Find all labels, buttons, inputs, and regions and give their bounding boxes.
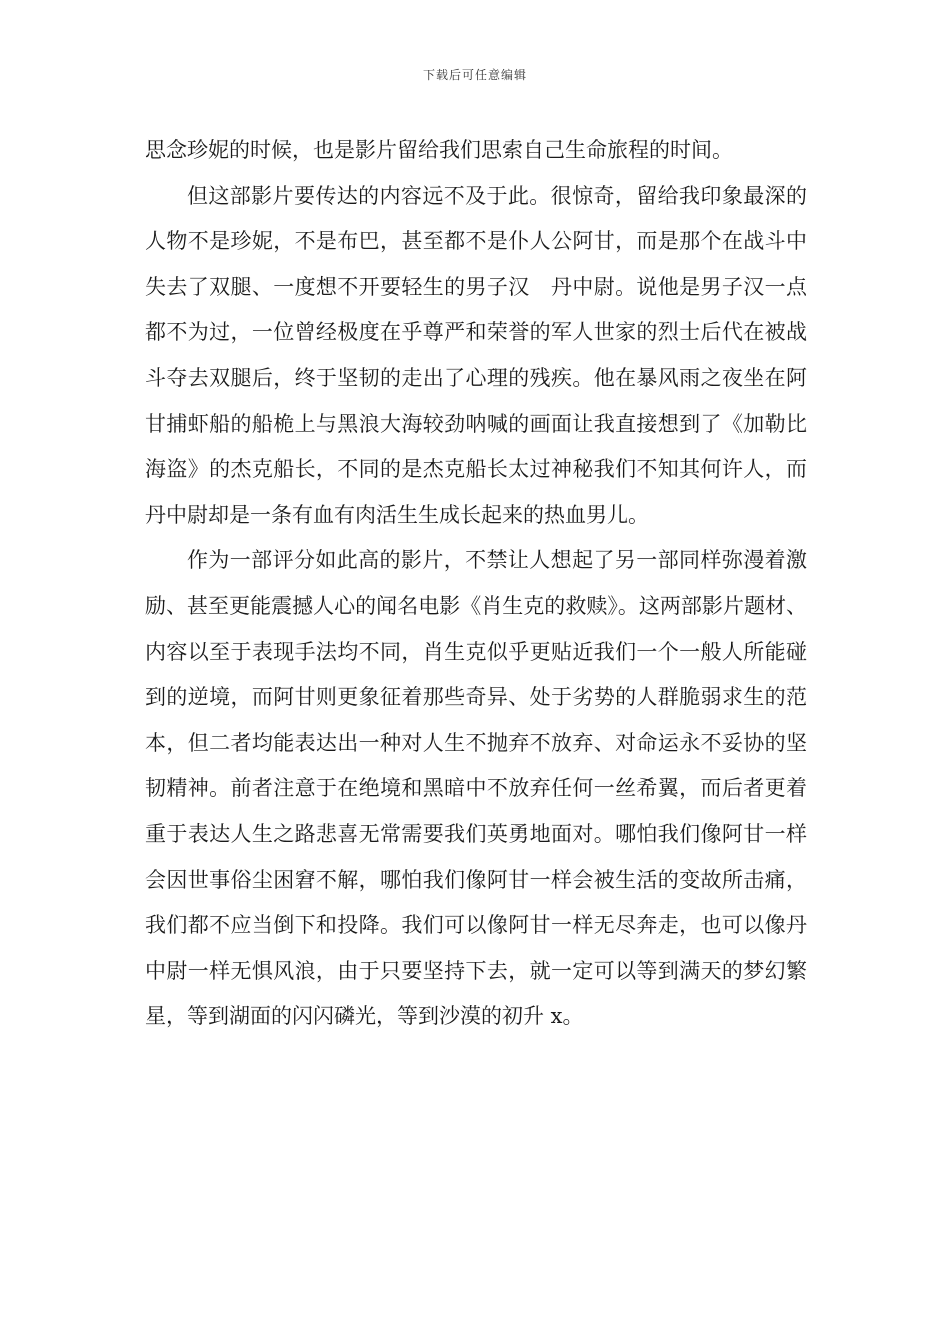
page-header: 下载后可任意编辑 bbox=[422, 68, 527, 82]
paragraph-3: 作为一部评分如此高的影片，不禁让人想起了另一部同样弥漫着激励、甚至更能震撼人心的闻名电影《肖生克的救赎》。这两部影片题材、内容以至于表现手法均不同，肖生克似乎更贴近我们一个一般人所能碰到的逆境，而阿甘则更象征着那些奇异、处于劣势的人群脆弱求生的范本，但二者均能表达出一种对人生不抛弃不放弃、对命运永不妥协的坚韧精神。前者注意于在绝境和黑暗中不放弃任何一丝希翼，而后者更着重于表达人生之路悲喜无常需要我们英勇地面对。哪怕我们像阿甘一样会因世事俗尘困窘不解，哪怕我们像阿甘一样会被生活的变故所击痛，我们都不应当倒下和投降。我们可以像阿甘一样无尽奔走，也可以像丹中尉一样无惧风浪，由于只要坚持下去，就一定可以等到满天的梦幻繁星，等到湖面的闪闪磷光，等到沙漠的初升 x。 bbox=[145, 548, 807, 1029]
paragraph-2: 但这部影片要传达的内容远不及于此。很惊奇，留给我印象最深的人物不是珍妮，不是布巴，甚至都不是仆人公阿甘，而是那个在战斗中失去了双腿、一度想不开要轻生的男子汉 丹中尉。说他是男子汉一点都不为过，一位曾经极度在乎尊严和荣誉的军人世家的烈士后代在被战斗夺去双腿后，终于坚韧的走出了心理的残疾。他在暴风雨之夜坐在阿甘捕虾船的船桅上与黑浪大海较劲呐喊的画面让我直接想到了《加勒比海盗》的杰克船长，不同的是杰克船长太过神秘我们不知其何许人，而丹中尉却是一条有血有肉活生生成长起来的热血男儿。 bbox=[145, 183, 807, 527]
paragraph-1: 思念珍妮的时候，也是影片留给我们思索自己生命旅程的时间。 bbox=[145, 138, 733, 162]
document-body bbox=[145, 128, 807, 1040]
